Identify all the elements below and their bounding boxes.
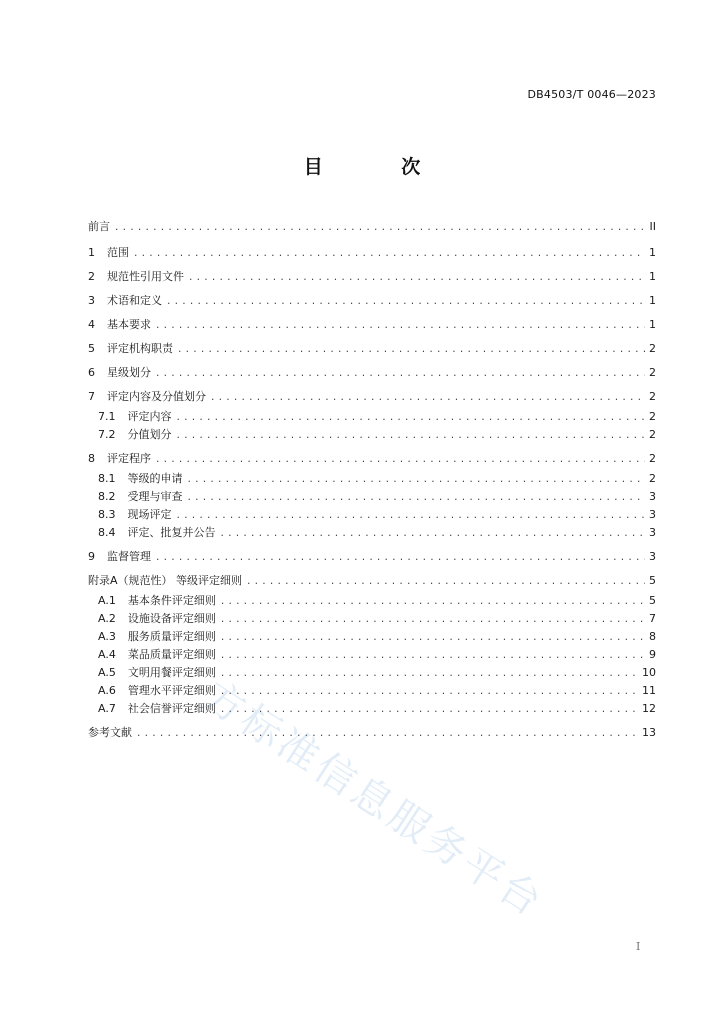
toc-entry-page: 10 bbox=[642, 666, 656, 679]
toc-leader-dots bbox=[210, 389, 645, 407]
toc-entry-label: 现场评定 bbox=[127, 508, 172, 521]
toc-entry-number: A.2 bbox=[98, 612, 116, 625]
toc-entry-label: 菜品质量评定细则 bbox=[127, 648, 216, 661]
toc-leader-dots bbox=[220, 593, 645, 611]
toc-entry[interactable] bbox=[88, 388, 656, 406]
toc-entry-number: A.5 bbox=[98, 666, 116, 679]
toc-entry[interactable] bbox=[88, 340, 656, 358]
standard-code: DB4503/T 0046—2023 bbox=[527, 88, 656, 101]
toc-entry[interactable] bbox=[88, 548, 656, 566]
toc-entry-label: 受理与审查 bbox=[127, 490, 183, 503]
toc-leader-dots bbox=[187, 471, 646, 489]
toc-entry[interactable] bbox=[98, 426, 656, 444]
watermark: 方标准信息服务平台 bbox=[195, 672, 553, 927]
toc-entry[interactable] bbox=[98, 408, 656, 426]
toc-entry-label: 分值划分 bbox=[127, 428, 172, 441]
toc-entry-page: 11 bbox=[642, 684, 656, 697]
toc-leader-dots bbox=[220, 647, 645, 665]
toc-leader-dots bbox=[155, 549, 645, 567]
toc-entry-page: 7 bbox=[649, 612, 656, 625]
toc-leader-dots bbox=[187, 489, 646, 507]
toc-entry-number: 3 bbox=[88, 294, 95, 307]
toc-leader-dots bbox=[166, 293, 645, 311]
toc-entry[interactable] bbox=[98, 506, 656, 524]
toc-entry-page: 8 bbox=[649, 630, 656, 643]
toc-entry-number: 9 bbox=[88, 550, 95, 563]
toc-leader-dots bbox=[155, 317, 645, 335]
toc-entry-page: 3 bbox=[649, 490, 656, 503]
toc-entry[interactable] bbox=[88, 450, 656, 468]
toc-entry-label: 附录A（规范性） 等级评定细则 bbox=[88, 574, 243, 587]
toc-entry-number: 8.3 bbox=[98, 508, 116, 521]
toc-leader-dots bbox=[133, 245, 645, 263]
toc-entry-label: 社会信誉评定细则 bbox=[127, 702, 216, 715]
toc-entry-page: 2 bbox=[649, 390, 656, 403]
page-number: I bbox=[636, 940, 641, 953]
toc-entry-label: 术语和定义 bbox=[107, 294, 162, 307]
toc-entry-page: 2 bbox=[649, 472, 656, 485]
toc-entry-page: 3 bbox=[649, 550, 656, 563]
toc-entry-label: 基本要求 bbox=[107, 318, 151, 331]
toc-entry-number: A.1 bbox=[98, 594, 116, 607]
toc-entry-label: 管理水平评定细则 bbox=[127, 684, 216, 697]
toc-entry-page: 5 bbox=[649, 594, 656, 607]
toc-entry[interactable] bbox=[88, 244, 656, 262]
toc-entry-label: 评定、批复并公告 bbox=[127, 526, 216, 539]
toc-entry-page: 2 bbox=[649, 366, 656, 379]
toc-entry-number: 8.1 bbox=[98, 472, 116, 485]
toc-entry[interactable] bbox=[98, 646, 656, 664]
toc-entry[interactable] bbox=[88, 292, 656, 310]
toc-entry-label: 前言 bbox=[88, 220, 110, 233]
page-title: 目 次 bbox=[303, 156, 457, 178]
toc-entry[interactable] bbox=[98, 524, 656, 542]
toc-entry-number: A.4 bbox=[98, 648, 116, 661]
toc-entry-page: 2 bbox=[649, 410, 656, 423]
toc-entry-number: 6 bbox=[88, 366, 95, 379]
toc-entry-number: 7 bbox=[88, 390, 95, 403]
toc-entry-page: II bbox=[649, 220, 656, 233]
toc-entry-number: 8.2 bbox=[98, 490, 116, 503]
toc-entry-label: 服务质量评定细则 bbox=[127, 630, 216, 643]
toc-entry-page: 2 bbox=[649, 452, 656, 465]
toc-entry-label: 参考文献 bbox=[88, 726, 132, 739]
toc-entry-label: 设施设备评定细则 bbox=[127, 612, 216, 625]
toc-entry-page: 3 bbox=[649, 526, 656, 539]
toc-leader-dots bbox=[136, 725, 638, 743]
toc-entry-page: 1 bbox=[649, 318, 656, 331]
toc-entry[interactable] bbox=[98, 592, 656, 610]
toc-entry-label: 范围 bbox=[107, 246, 129, 259]
toc-entry[interactable] bbox=[98, 700, 656, 718]
toc-leader-dots bbox=[220, 611, 645, 629]
toc-entry[interactable] bbox=[88, 218, 656, 236]
toc-entry-number: 7.2 bbox=[98, 428, 116, 441]
toc-entry-label: 评定内容 bbox=[127, 410, 172, 423]
toc-leader-dots bbox=[114, 219, 646, 237]
toc-entry-page: 2 bbox=[649, 342, 656, 355]
toc-entry-page: 13 bbox=[642, 726, 656, 739]
toc-leader-dots bbox=[220, 525, 646, 543]
toc-entry[interactable] bbox=[98, 628, 656, 646]
toc-entry-number: 7.1 bbox=[98, 410, 116, 423]
toc-entry-number: 8.4 bbox=[98, 526, 116, 539]
toc-entry-label: 等级的申请 bbox=[127, 472, 183, 485]
toc-entry-page: 1 bbox=[649, 246, 656, 259]
toc-leader-dots bbox=[220, 629, 645, 647]
toc-entry-number: A.3 bbox=[98, 630, 116, 643]
toc-leader-dots bbox=[246, 573, 645, 591]
toc-entry[interactable] bbox=[88, 268, 656, 286]
toc-entry-number: 4 bbox=[88, 318, 95, 331]
toc-entry-number: 2 bbox=[88, 270, 95, 283]
toc-entry-label: 评定机构职责 bbox=[107, 342, 173, 355]
toc-entry-label: 规范性引用文件 bbox=[107, 270, 184, 283]
toc-leader-dots bbox=[220, 665, 638, 683]
toc-entry[interactable] bbox=[88, 316, 656, 334]
toc-entry-page: 5 bbox=[649, 574, 656, 587]
toc-leader-dots bbox=[176, 427, 646, 445]
toc-entry-label: 文明用餐评定细则 bbox=[127, 666, 216, 679]
toc-leader-dots bbox=[188, 269, 645, 287]
toc-entry[interactable] bbox=[88, 572, 656, 590]
toc-entry-page: 3 bbox=[649, 508, 656, 521]
toc-leader-dots bbox=[220, 683, 638, 701]
toc-leader-dots bbox=[176, 409, 646, 427]
toc-leader-dots bbox=[177, 341, 645, 359]
toc-entry[interactable] bbox=[98, 682, 656, 700]
toc-entry-page: 12 bbox=[642, 702, 656, 715]
toc-entry-label: 监督管理 bbox=[107, 550, 151, 563]
toc-entry[interactable] bbox=[88, 364, 656, 382]
toc-entry[interactable] bbox=[98, 488, 656, 506]
toc-leader-dots bbox=[155, 451, 645, 469]
toc-entry[interactable] bbox=[98, 664, 656, 682]
toc-entry[interactable] bbox=[98, 610, 656, 628]
toc-entry[interactable] bbox=[98, 470, 656, 488]
toc-leader-dots bbox=[155, 365, 645, 383]
toc-entry-label: 评定程序 bbox=[107, 452, 151, 465]
toc-entry-page: 2 bbox=[649, 428, 656, 441]
toc-entry-label: 基本条件评定细则 bbox=[127, 594, 216, 607]
toc-entry-label: 评定内容及分值划分 bbox=[107, 390, 206, 403]
toc-entry-label: 星级划分 bbox=[107, 366, 151, 379]
toc-entry[interactable] bbox=[88, 724, 656, 742]
toc-entry-number: 5 bbox=[88, 342, 95, 355]
toc-entry-number: A.7 bbox=[98, 702, 116, 715]
toc-entry-page: 9 bbox=[649, 648, 656, 661]
toc-leader-dots bbox=[176, 507, 646, 525]
toc-entry-page: 1 bbox=[649, 270, 656, 283]
toc-entry-number: 1 bbox=[88, 246, 95, 259]
toc-entry-number: A.6 bbox=[98, 684, 116, 697]
toc-entry-page: 1 bbox=[649, 294, 656, 307]
toc-entry-number: 8 bbox=[88, 452, 95, 465]
